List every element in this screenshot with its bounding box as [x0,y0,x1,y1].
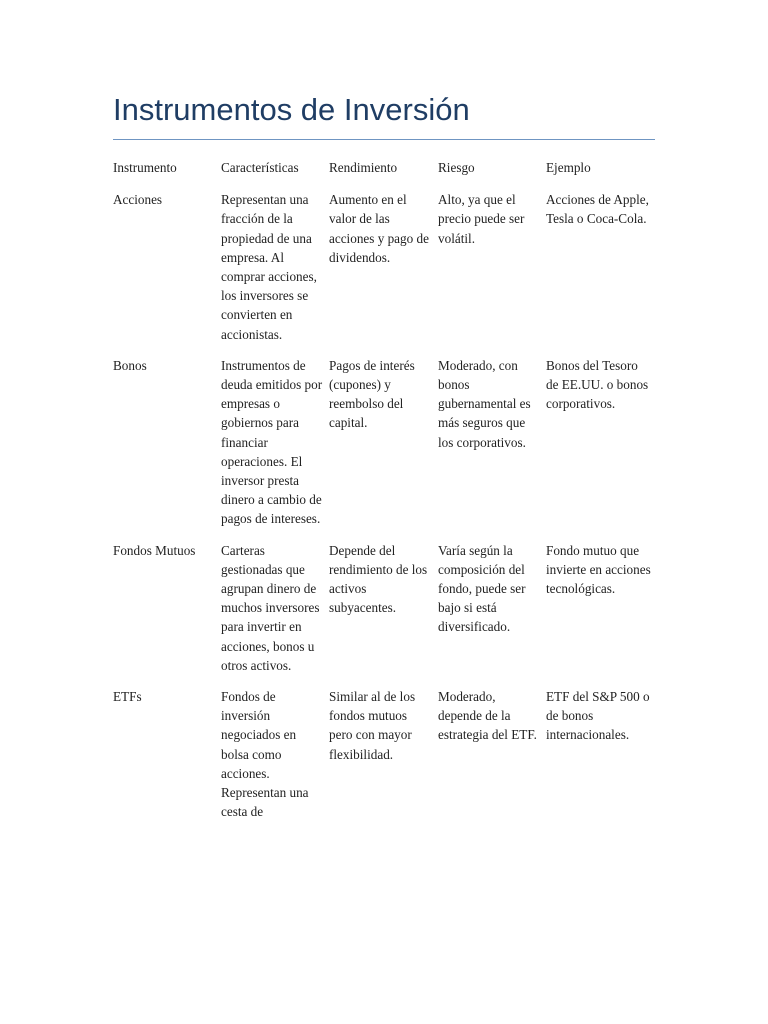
cell-rendimiento: Aumento en el valor de las acciones y pago de dividendos. [329,192,429,265]
cell-caracteristicas: Carteras gestionadas que agrupan dinero de muchos inversores para invertir en acciones, bonos u otros activos. [221,542,320,673]
table-row [113,356,658,541]
header-rendimiento: Rendimiento [329,160,398,175]
cell-rendimiento: Similar al de los fondos mutuos pero con mayor flexibilidad. [329,689,416,762]
cell-ejemplo: ETF del S&P 500 o de bonos internacionales. [546,689,650,743]
cell-instrumento: Fondos Mutuos [113,542,196,558]
cell-caracteristicas: Instrumentos de deuda emitidos por empresas o gobiernos para financiar operaciones. El inversor presta dinero a cambio de pagos de intereses. [221,357,323,527]
cell-caracteristicas: Fondos de inversión negociados en bolsa como acciones. Representan una cesta de [221,689,309,820]
table-row [113,190,658,356]
header-riesgo: Riesgo [438,160,475,175]
header-ejemplo: Ejemplo [546,160,591,175]
table-row [113,687,658,833]
header-caracteristicas: Características [221,160,299,175]
cell-ejemplo: Fondo mutuo que invierte en acciones tecnológicas. [546,542,651,597]
cell-instrumento: ETFs [113,689,142,705]
cell-instrumento: Acciones [113,192,163,208]
table-row [113,541,658,687]
cell-riesgo: Moderado, con bonos gubernamental es más seguros que los corporativos. [438,357,531,450]
cell-ejemplo: Bonos del Tesoro de EE.UU. o bonos corporativos. [546,357,649,412]
cell-riesgo: Varía según la composición del fondo, puede ser bajo si está diversificado. [438,542,526,635]
cell-rendimiento: Depende del rendimiento de los activos subyacentes. [329,542,428,616]
investment-table [113,158,658,834]
cell-instrumento: Bonos [113,357,147,373]
cell-rendimiento: Pagos de interés (cupones) y reembolso del capital. [329,357,415,431]
header-instrumento: Instrumento [113,160,177,175]
document-title: Instrumentos de Inversión [113,92,470,127]
cell-caracteristicas: Representan una fracción de la propiedad de una empresa. Al comprar acciones, los inversores se convierten en accionistas. [221,192,317,342]
cell-riesgo: Moderado, depende de la estrategia del ETF. [438,689,537,743]
table-header-row [113,158,658,190]
title-underline [113,139,655,140]
cell-ejemplo: Acciones de Apple, Tesla o Coca-Cola. [546,192,649,227]
cell-riesgo: Alto, ya que el precio puede ser volátil. [438,192,525,246]
